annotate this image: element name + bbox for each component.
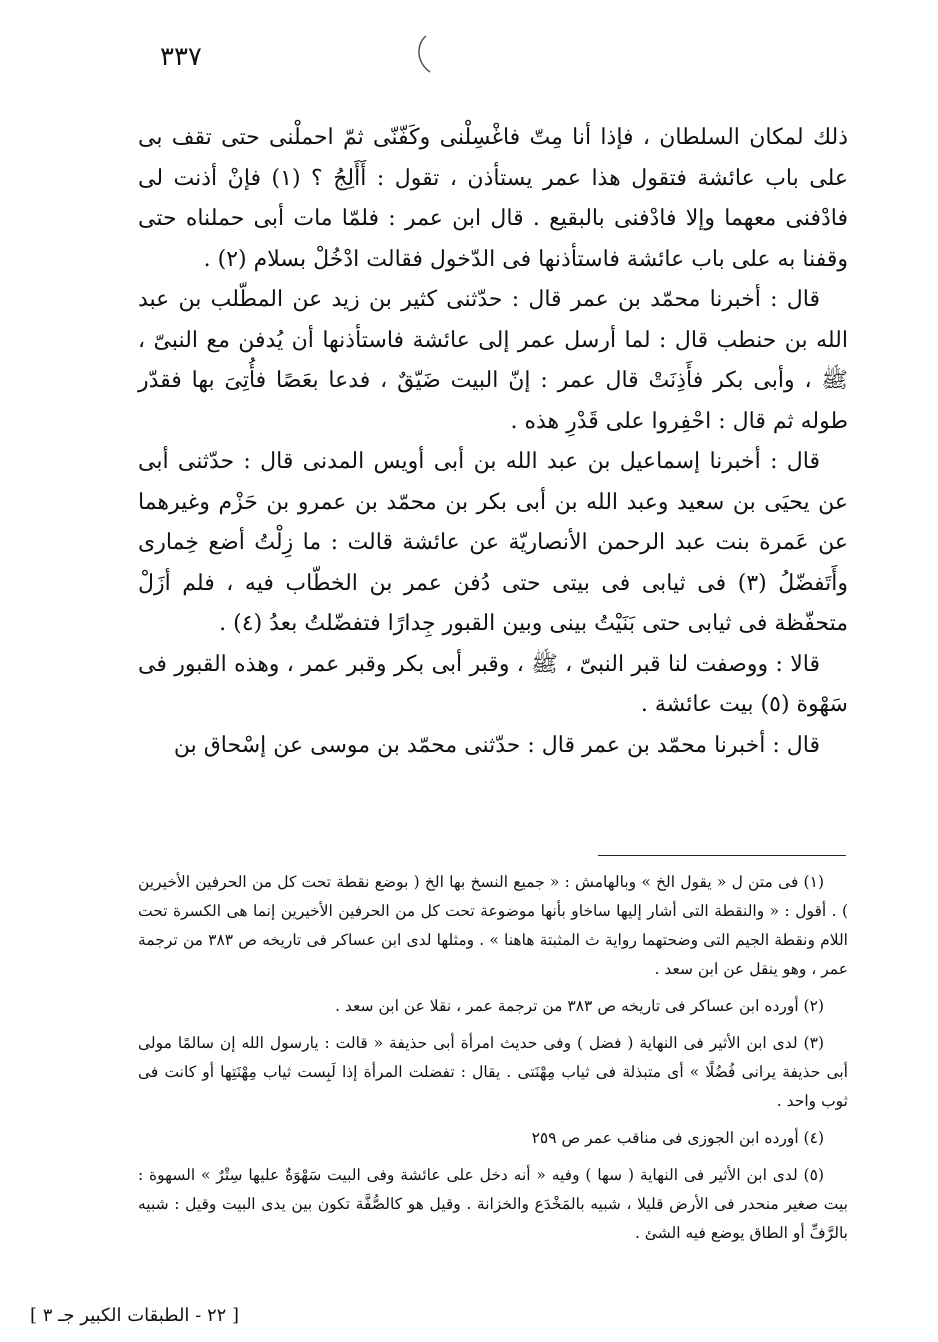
body-paragraph: قال : أخبرنا إسماعيل بن عبد الله بن أبى أويس المدنى قال : حدّثنى أبى عن يحيَى بن سعيد وعبد الله بن أبى بكر بن محمّد بن عمرو بن حَزْم وغيرهما عن عَمرة بنت عبد الرحمن الأنصاريّة عن عائشة قالت : ما زِلْتُ أضع خِمارى وأَتَفضّلُ (٣) فى ثيابى فى بيتى حتى دُفن عمر بن الخطّاب فيه ، فلم أزَلْ متحفّظة فى ثيابى حتى بَنَيْتُ بينى وبين القبور جِدارًا فتفضّلتُ بعدُ (٤) . [138,449,849,636]
footnote-rule [598,855,846,856]
body-paragraph: قال : أخبرنا محمّد بن عمر قال : حدّثنى كثير بن زيد عن المطّلب بن عبد الله بن حنطب قال : لما أرسل عمر إلى عائشة فاستأذنها أن يُدفن مع النبىّ ، ﷺ ، وأبى بكر فأَذِنَتْ قال عمر : إنّ البيت ضَيّقٌ ، فدعا بعَصًا فأُتِىَ بها فقدّر طوله ثم قال : احْفِروا على قَدْرِ هذه . [138,287,848,434]
footnotes [138,868,848,1256]
body-paragraph: قالا : ووصفت لنا قبر النبىّ ، ﷺ ، وقبر أبى بكر وقبر عمر ، وهذه القبور فى سَهْوة (٥) بيت عائشة . [138,651,848,717]
footnote: (٥) لدى ابن الأثير فى النهاية ( سها ) وفيه « أنه دخل على عائشة وفى البيت سَهْوَةٌ عليها سِتْرٌ » السهوة : بيت صغير منحدر فى الأرض قليلا ، شبيه بالمَخْدَع والخزانة . وقيل هو كالصُّفَّة تكون بين يدى البيت وقيل : شبيه بالرَّفِّ أو الطاق يوضع فيه الشئ . [138,1166,848,1242]
body-paragraph: ذلك لمكان السلطان ، فإذا أنا مِتّ فاغْسِلْنى وكَفّنّى ثمّ احملْنى حتى تقف بى على باب عائشة فتقول هذا عمر يستأذن ، تقول : أَأَلِجُ ؟ (١) فإنْ أذنت لى فادْفنى معهما وإلا فادْفنى بالبقيع . قال ابن عمر : فلمّا مات أبى حملناه حتى وقفنا به على باب عائشة فاستأذنها فى الدّخول فقالت ادْخُلْ بسلام (٢) . [138,125,848,272]
page-number: ٣٣٧ [160,42,202,72]
footnote: (٣) لدى ابن الأثير فى النهاية ( فضل ) وفى حديث امرأة أبى حذيفة « قالت : يارسول الله إن سالمًا مولى أبى حذيفة يرانى فُضُلًا » أى متبذلة فى ثياب مِهْنَتى . يقال : تفضلت المرأة إذا لَبِست ثياب مِهْنَتِها أو كانت فى ثوب واحد . [138,1034,848,1110]
footnote: (٤) أورده ابن الجوزى فى مناقب عمر ص ٢٥٩ [531,1129,824,1147]
footnote: (١) فى متن ل « يقول الخ » وبالهامش : « جميع النسخ بها الخ ( بوضع نقطة تحت كل من الحرفين الأخيرين ) . أقول : « والنقطة التى أشار إليها ساخاو بأنها موضوعة تحت كل من الحرفين الأخيرين إنما هى الكسرة تحت اللام ونقطة الجيم التى وضحتهما رواية ث المثبتة هاهنا » . ومثلها لدى ابن عساكر فى تاريخه ص ٣٨٣ من ترجمة عمر ، وهو ينقل عن ابن سعد . [138,873,848,978]
footnote: (٢) أورده ابن عساكر فى تاريخه ص ٣٨٣ من ترجمة عمر ، نقلا عن ابن سعد . [335,997,824,1015]
body-text [138,118,848,766]
body-paragraph: قال : أخبرنا محمّد بن عمر قال : حدّثنى محمّد بن موسى عن إسْحاق بن [173,732,820,758]
running-footer: [ ٢٢ - الطبقات الكبير جـ ٣ ] [30,1305,240,1326]
margin-mark [410,34,432,74]
